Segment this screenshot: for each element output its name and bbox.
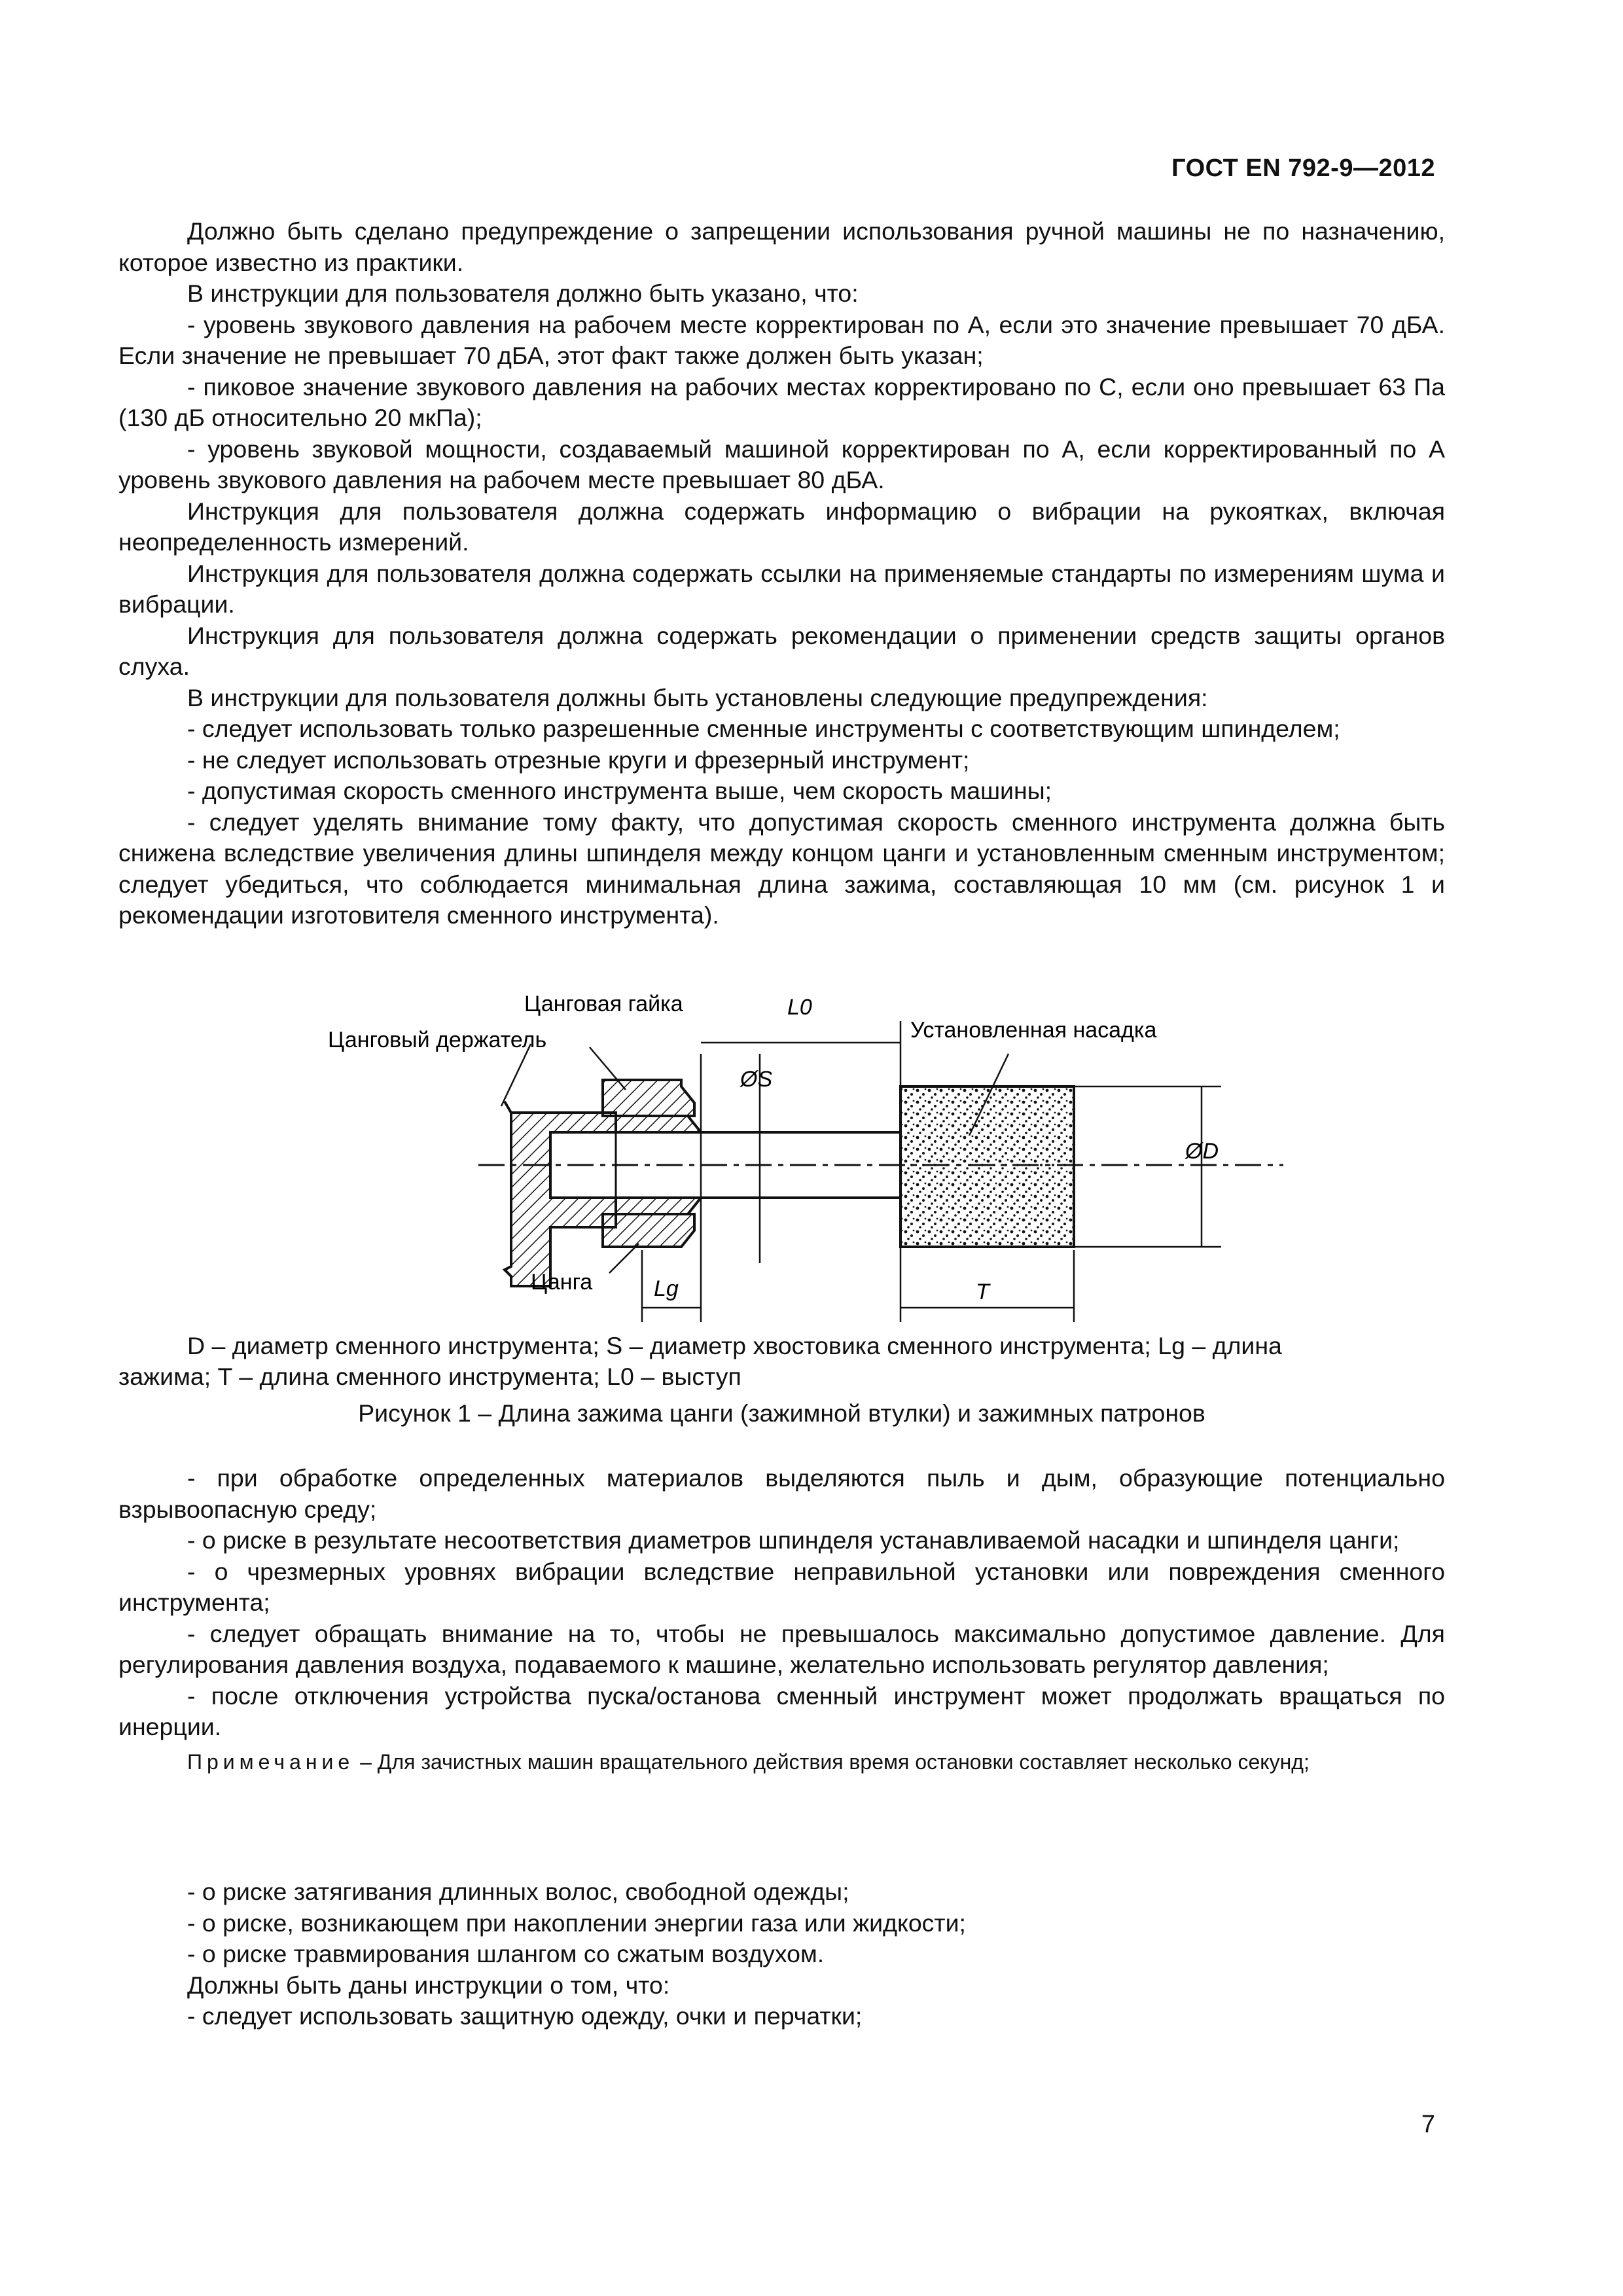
- figure-legend: [118, 1331, 1445, 1392]
- paragraph: Инструкция для пользователя должна содержать рекомендации о применении средств защиты органов слуха.: [118, 621, 1445, 680]
- list-item: - пиковое значение звукового давления на рабочих местах корректировано по С, если оно превышает 63 Па (130 дБ относительно 20 мкПа);: [118, 372, 1445, 431]
- list-item: - после отключения устройства пуска/останова сменный инструмент может продолжать вращаться по инерции.: [118, 1681, 1445, 1740]
- list-item: - следует уделять внимание тому факту, что допустимая скорость сменного инструмента должна быть снижена вследствие увеличения длины шпинделя между концом цанги и установленным сменным инструментом; следует убедиться, что соблюдается минимальная длина зажима, составляющая 10 мм (см. рисунок 1 и рекомендации изготовителя сменного инструмента).: [118, 808, 1445, 929]
- dim-label-S: ØS: [740, 1067, 773, 1092]
- list-item: - допустимая скорость сменного инструмента выше, чем скорость машины;: [187, 777, 1052, 804]
- list-item: - следует использовать только разрешенные сменные инструменты с соответствующим шпинделем;: [187, 715, 1340, 742]
- legend-line: зажима; T – длина сменного инструмента; L0 – выступ: [118, 1363, 741, 1390]
- list-item: - о риске травмирования шлангом со сжатым воздухом.: [187, 1940, 825, 1967]
- label-collet-nut: Цанговая гайка: [524, 992, 683, 1016]
- note-text: – Для зачистных машин вращательного действия время остановки составляет несколько секунд;: [354, 1749, 1310, 1774]
- figure-collet-diagram: [315, 982, 1310, 1335]
- dim-label-Lg: Lg: [654, 1276, 679, 1301]
- list-item: - о риске затягивания длинных волос, свободной одежды;: [187, 1878, 849, 1905]
- list-item: - следует обращать внимание на то, чтобы не превышалось максимально допустимое давление. Для регулирования давления воздуха, подаваемого к машине, желательно использовать регулятор давления;: [118, 1619, 1445, 1678]
- paragraph: Должно быть сделано предупреждение о запрещении использования ручной машины не по назначению, которое известно из практики.: [118, 217, 1445, 276]
- dim-label-L0: L0: [787, 995, 812, 1020]
- list-item: - не следует использовать отрезные круги и фрезерный инструмент;: [187, 745, 970, 774]
- list-item: - при обработке определенных материалов выделяются пыль и дым, образующие потенциально взрывоопасную среду;: [118, 1464, 1445, 1523]
- paragraph: В инструкции для пользователя должны быть установлены следующие предупреждения:: [187, 683, 1208, 711]
- paragraph: Должны быть даны инструкции о том, что:: [187, 1971, 670, 1999]
- paragraph: В инструкции для пользователя должно быть указано, что:: [187, 279, 859, 307]
- list-item: - о риске в результате несоответствия диаметров шпинделя устанавливаемой насадки и шпинделя цанги;: [187, 1526, 1400, 1554]
- list-item: - следует использовать защитную одежду, очки и перчатки;: [187, 2002, 863, 2030]
- label-installed-tool: Установленная насадка: [910, 1018, 1157, 1043]
- dim-label-T: T: [976, 1280, 990, 1304]
- label-collet: Цанга: [531, 1270, 593, 1295]
- note: [118, 1748, 1445, 1776]
- list-item: - уровень звукового давления на рабочем месте корректирован по А, если это значение превышает 70 дБА. Если значение не превышает 70 дБА, этот факт также должен быть указан;: [118, 310, 1445, 369]
- legend-line: D – диаметр сменного инструмента; S – диаметр хвостовика сменного инструмента; Lg – длина: [187, 1332, 1282, 1359]
- installed-tool-shape: [901, 1086, 1074, 1247]
- text-block-middle: [118, 1463, 1445, 1776]
- figure-caption: Рисунок 1 – Длина зажима цанги (зажимной втулки) и зажимных патронов: [358, 1399, 1205, 1427]
- list-item: - о чрезмерных уровнях вибрации вследствие неправильной установки или повреждения сменного инструмента;: [118, 1557, 1445, 1616]
- list-item: - о риске, возникающем при накоплении энергии газа или жидкости;: [187, 1909, 966, 1937]
- page-number: 7: [1421, 2111, 1435, 2138]
- label-collet-holder: Цанговый держатель: [328, 1028, 547, 1052]
- note-label: Примечание: [187, 1749, 355, 1774]
- list-item: - уровень звуковой мощности, создаваемый машиной корректирован по А, если корректированный по А уровень звукового давления на рабочем месте превышает 80 дБА.: [118, 435, 1445, 493]
- text-block-bottom: [118, 1876, 1445, 2032]
- paragraph: Инструкция для пользователя должна содержать ссылки на применяемые стандарты по измерениям шума и вибрации.: [118, 559, 1445, 618]
- dim-label-D: ØD: [1185, 1139, 1219, 1164]
- text-block-top: [118, 216, 1445, 931]
- paragraph: Инструкция для пользователя должна содержать информацию о вибрации на рукоятках, включая неопределенность измерений.: [118, 497, 1445, 556]
- document-header-standard: ГОСТ EN 792-9—2012: [1171, 154, 1435, 182]
